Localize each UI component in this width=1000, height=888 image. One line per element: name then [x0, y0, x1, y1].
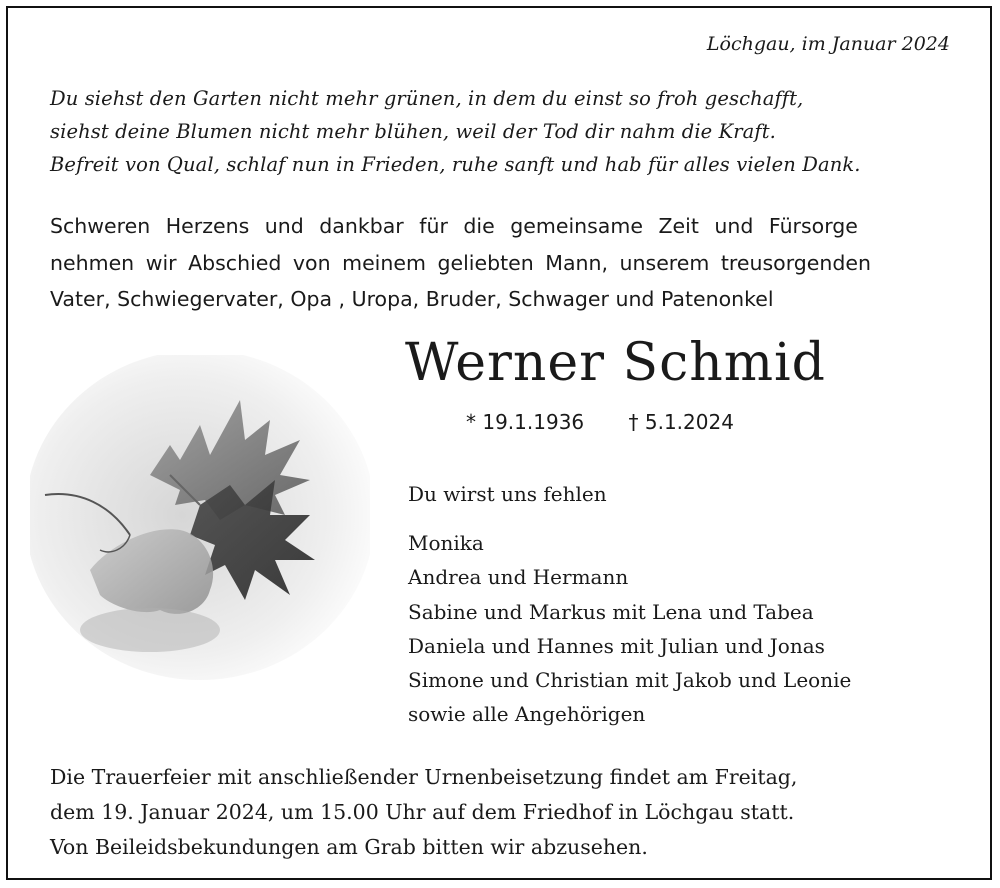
intro-line: Schweren Herzens und dankbar für die gemeinsame Zeit und Fürsorge	[50, 214, 858, 238]
intro-text	[50, 208, 950, 318]
mourner-entry: Monika	[408, 531, 484, 555]
mourner-entry: Sabine und Markus mit Lena und Tabea	[408, 599, 814, 624]
mourner-entry: Simone und Christian mit Jakob und Leonie	[408, 668, 852, 693]
death-date: † 5.1.2024	[628, 410, 734, 434]
mourners-list	[408, 526, 851, 732]
poem-line: Du siehst den Garten nicht mehr grünen, in dem du einst so froh geschafft,	[50, 87, 804, 110]
farewell-line: Du wirst uns fehlen	[408, 482, 607, 506]
place-date: Löchgau, im Januar 2024	[706, 33, 950, 55]
service-line: Von Beileidsbekundungen am Grab bitten wir abzusehen.	[50, 835, 648, 859]
poem-line: Befreit von Qual, schlaf nun in Frieden, ruhe sanft und hab für alles vielen Dank.	[50, 153, 861, 176]
mourner-entry: sowie alle Angehörigen	[408, 702, 646, 727]
intro-line: nehmen wir Abschied von meinem geliebten Mann, unserem treusorgenden	[50, 250, 872, 275]
birth-date: * 19.1.1936	[466, 410, 585, 434]
service-info	[50, 760, 797, 865]
mourner-entry: Andrea und Hermann	[408, 565, 629, 590]
service-line: Die Trauerfeier mit anschließender Urnenbeisetzung findet am Freitag,	[50, 765, 798, 789]
service-line: dem 19. Januar 2024, um 15.00 Uhr auf dem Friedhof in Löchgau statt.	[50, 800, 795, 824]
intro-line: Vater, Schwiegervater, Opa , Uropa, Bruder, Schwager und Patenonkel	[50, 287, 774, 311]
mourner-entry: Daniela und Hannes mit Julian und Jonas	[408, 633, 825, 658]
deceased-name: Werner Schmid	[405, 333, 826, 393]
autumn-leaves-image	[30, 355, 370, 680]
poem	[50, 82, 861, 181]
poem-line: siehst deine Blumen nicht mehr blühen, weil der Tod dir nahm die Kraft.	[50, 120, 776, 143]
life-dates	[466, 410, 734, 434]
